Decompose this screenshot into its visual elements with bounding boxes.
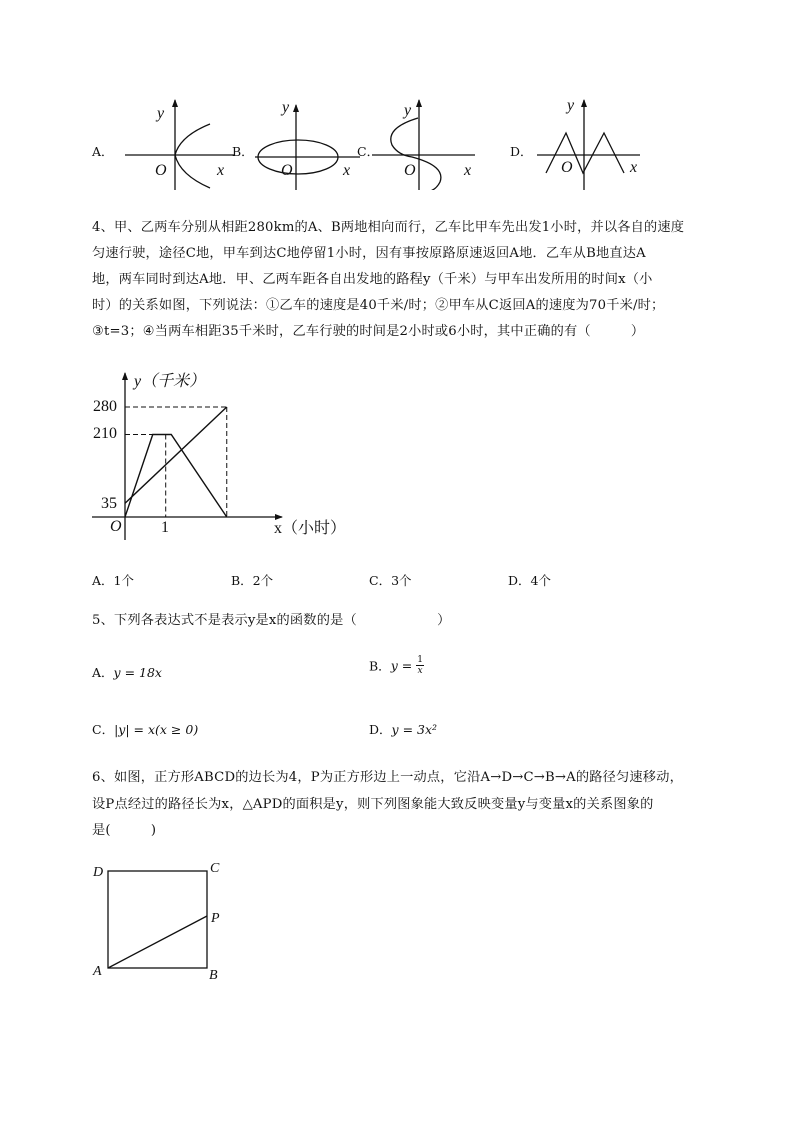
q3-option-a-label: A． [92, 144, 114, 159]
q4-origin-label: O [110, 518, 122, 535]
graph-b-x-label: x [343, 162, 351, 179]
graph-a-curve-upper [175, 124, 210, 155]
graph-c-y-label: y [404, 102, 412, 119]
graph-a-y-label: y [157, 105, 165, 122]
graph-d-zigzag [546, 133, 624, 173]
q4-option-c: C．3个 [369, 573, 412, 588]
q4-line-2: 匀速行驶，途径C地，甲车到达C地停留1小时，因有事按原路原速返回A地．乙车从B地直达A [92, 246, 646, 261]
q5-option-c-label: C． [92, 722, 115, 737]
graph-c-curve [391, 118, 441, 190]
q4-x-axis-label: x（小时） [274, 520, 347, 537]
graph-d-x-label: x [630, 159, 638, 176]
q6-square [108, 871, 207, 968]
q5-option-c [92, 720, 198, 738]
q5-option-a [92, 663, 162, 681]
q6-line-2: 设P点经过的路径长为x，△APD的面积是y，则下列图象能大致反映变量y与变量x的关系图象的 [92, 797, 654, 812]
q5-option-b-fraction [416, 655, 424, 676]
q5-option-b [369, 655, 424, 676]
q4-tick-280: 280 [93, 398, 117, 415]
graph-c-x-label: x [464, 162, 472, 179]
graph-d-y-label: y [567, 97, 575, 114]
q5-option-c-expr: |y| = x(x ≥ 0) [114, 722, 199, 737]
graph-b-y-label: y [282, 99, 290, 116]
q6-line-3: 是( ) [92, 823, 157, 838]
q4-line-3: 地，两车同时到达A地．甲、乙两车距各自出发地的路程y（千米）与甲车出发所用的时间x（小 [92, 272, 653, 287]
q4-line-4: 时）的关系如图，下列说法：①乙车的速度是40千米/时；②甲车从C返回A的速度为70千米/时； [92, 298, 665, 313]
q6-segment-ap [108, 916, 207, 968]
q6-label-a: A [93, 964, 102, 979]
q4-tick-210: 210 [93, 425, 117, 442]
q4-chart [0, 360, 400, 550]
q3-graphs-svg [0, 90, 794, 190]
q6-label-b: B [209, 968, 218, 983]
q5-option-b-label: B． [369, 658, 391, 674]
graph-a-origin-label: O [155, 162, 167, 179]
q5-option-a-expr: y = 18x [113, 665, 162, 680]
q3-option-c-label: C． [357, 144, 380, 159]
q4-tick-1: 1 [161, 519, 169, 536]
q4-option-a: A．1个 [92, 573, 134, 588]
q6-label-c: C [210, 861, 220, 876]
q6-line-1: 6、如图，正方形ABCD的边长为4，P为正方形边上一动点，它沿A→D→C→B→A的路径匀速移动， [92, 770, 683, 785]
q4-line-5: ③t=3；④当两车相距35千米时，乙车行驶的时间是2小时或6小时，其中正确的有（ ） [92, 324, 645, 339]
q4-option-b: B．2个 [231, 573, 274, 588]
graph-b-origin-label: O [281, 162, 293, 179]
q5-option-b-denominator: x [417, 666, 423, 676]
q5-option-d-expr: y = 3x² [391, 722, 438, 737]
q4-option-d: D．4个 [508, 573, 551, 588]
q5-option-d [369, 720, 437, 738]
q5-stem: 5、下列各表达式不是表示y是x的函数的是（ ） [92, 613, 451, 628]
graph-d-origin-label: O [561, 159, 573, 176]
q4-y-axis-label: y（千米） [134, 373, 206, 390]
q6-label-p: P [211, 911, 220, 926]
q5-option-b-lhs: y = [390, 658, 413, 673]
q4-series-line-2 [125, 407, 227, 503]
q4-y-arrow [122, 372, 128, 380]
q5-option-d-label: D． [369, 722, 392, 737]
q5-option-a-label: A． [92, 665, 114, 680]
q3-option-d-label: D． [510, 144, 533, 159]
graph-a-x-label: x [217, 162, 225, 179]
graph-a-curve-lower [175, 155, 210, 188]
graph-c-origin-label: O [404, 162, 416, 179]
q6-square-figure [0, 850, 260, 990]
q5-option-b-numerator: 1 [417, 655, 423, 665]
q4-series-line-1 [125, 435, 227, 518]
q4-tick-35: 35 [101, 495, 117, 512]
q4-line-1: 4、甲、乙两车分别从相距280km的A、B两地相向而行，乙车比甲车先出发1小时，并以各自的速度 [92, 220, 685, 235]
q6-label-d: D [93, 865, 104, 880]
q3-option-b-label: B． [232, 144, 254, 159]
